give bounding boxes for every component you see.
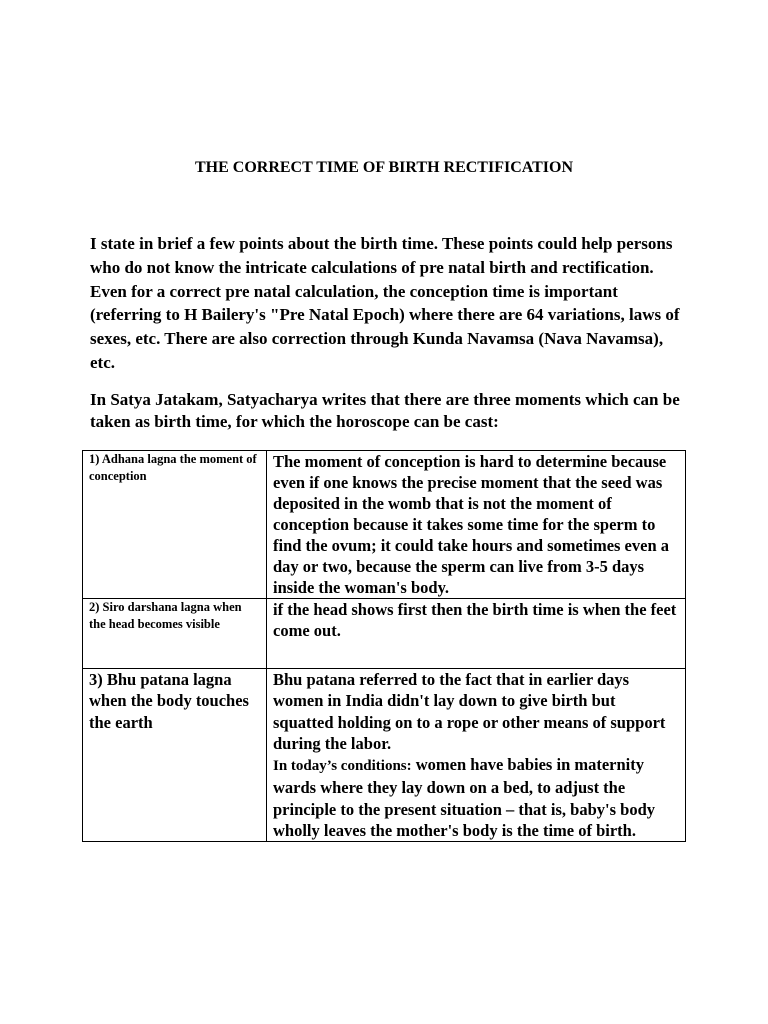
table-row <box>83 599 686 669</box>
table-row <box>83 451 686 599</box>
description-cell: if the head shows first then the birth time is when the feet come out. <box>267 599 686 669</box>
document-title: THE CORRECT TIME OF BIRTH RECTIFICATION <box>194 159 574 176</box>
intro-paragraph: I state in brief a few points about the birth time. These points could help persons who do not know the intricate calculations of pre natal birth and rectification. Even for a correct pre natal calculation, the conception time is important (referring to H Bailery's "Pre Natal Epoch) where there are 64 variations, laws of sexes, etc. There are also correction through Kunda Navamsa (Nava Navamsa), etc. <box>90 234 680 372</box>
satya-jatakam-paragraph: In Satya Jatakam, Satyacharya writes that there are three moments which can be taken as birth time, for which the horoscope can be cast: <box>90 390 680 431</box>
note-label: In today’s conditions: <box>273 758 412 775</box>
table-row <box>83 669 686 842</box>
description-cell: The moment of conception is hard to determine because even if one knows the precise moment that the seed was deposited in the womb that is not the moment of conception because it takes some time for the sperm to find the ovum; it could take hours and sometimes even a day or two, because the sperm can live from 3-5 days inside the woman's body. <box>267 451 686 599</box>
description-cell <box>267 669 686 842</box>
note-text: women have babies in maternity wards where they lay down on a bed, to adjust the principle to the present situation – that is, baby's body wholly leaves the mother's body is the time of birth. <box>273 755 655 841</box>
description-text: Bhu patana referred to the fact that in earlier days women in India didn't lay down to give birth but squatted holding on to a rope or other means of support during the labor. <box>273 670 666 753</box>
moment-cell: 1) Adhana lagna the moment of conception <box>83 451 267 599</box>
moment-cell: 3) Bhu patana lagna when the body touches the earth <box>83 669 267 842</box>
birth-moments-table <box>82 450 686 842</box>
moment-cell: 2) Siro darshana lagna when the head becomes visible <box>83 599 267 669</box>
